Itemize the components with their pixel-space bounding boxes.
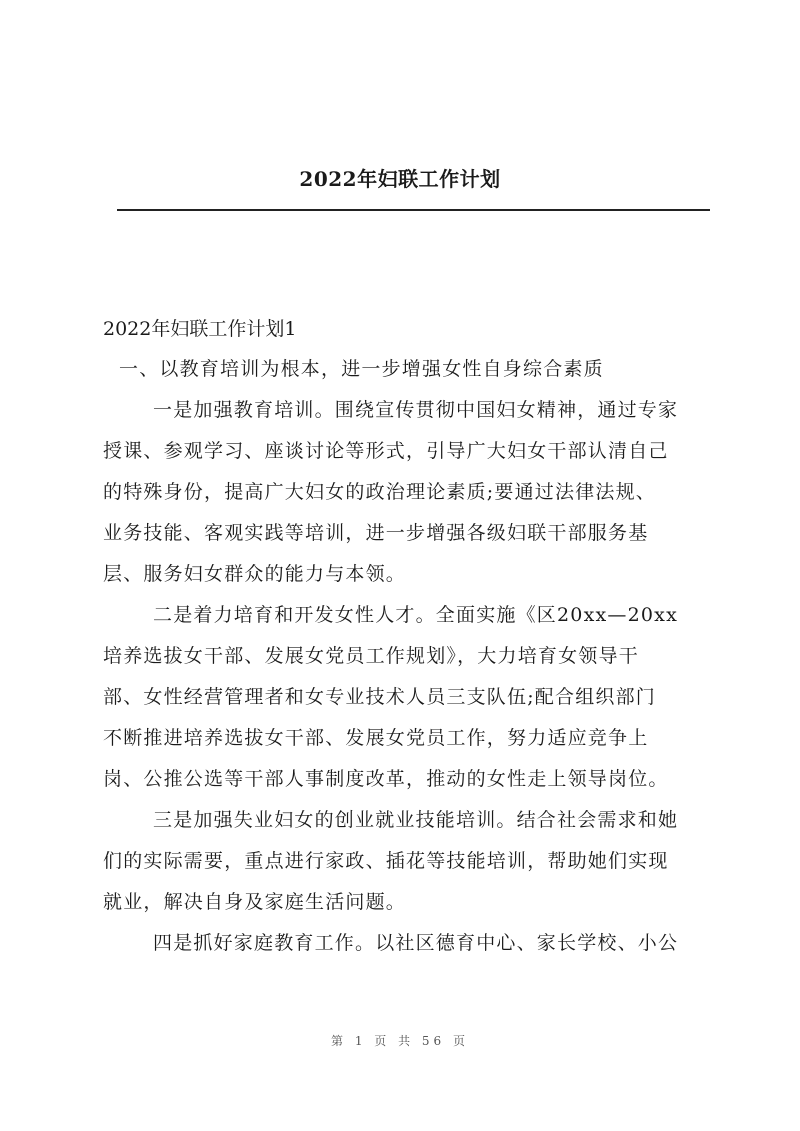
paragraph-line: 岗、公推公选等干部人事制度改革，推动的女性走上领导岗位。 [103,768,669,790]
document-title: 2022年妇联工作计划 [299,167,501,191]
paragraph-line: 培养选拔女干部、发展女党员工作规划》，大力培育女领导干 [103,645,639,667]
paragraph-line: 层、服务妇女群众的能力与本领。 [103,563,407,585]
paragraph-line: 们的实际需要，重点进行家政、插花等技能培训，帮助她们实现 [103,850,669,872]
document-body [103,349,707,964]
paragraph-line: 四是抓好家庭教育工作。以社区德育中心、家长学校、小公 [153,932,679,954]
paragraph-line: 的特殊身份，提高广大妇女的政治理论素质;要通过法律法规、 [103,481,657,503]
paragraph-line: 二是着力培育和开发女性人才。全面实施《区20xx—20xx [153,604,679,626]
paragraph-line: 不断推进培养选拔女干部、发展女党员工作，努力适应竞争上 [103,727,649,749]
paragraph-line: 授课、参观学习、座谈讨论等形式，引导广大妇女干部认清自己 [103,440,669,462]
section-heading: 一、以教育培训为根本，进一步增强女性自身综合素质 [119,358,604,380]
page-footer: 第 1 页 共 56 页 [331,1034,469,1048]
paragraph-line: 三是加强失业妇女的创业就业技能培训。结合社会需求和她 [153,809,679,831]
paragraph-line: 就业，解决自身及家庭生活问题。 [103,891,407,913]
paragraph-line: 部、女性经营管理者和女专业技术人员三支队伍;配合组织部门 [103,686,657,708]
section-subtitle: 2022年妇联工作计划1 [103,318,297,340]
paragraph-line: 业务技能、客观实践等培训，进一步增强各级妇联干部服务基 [103,522,649,544]
paragraph-line: 一是加强教育培训。围绕宣传贯彻中国妇女精神，通过专家 [153,399,679,421]
title-divider [117,209,710,211]
